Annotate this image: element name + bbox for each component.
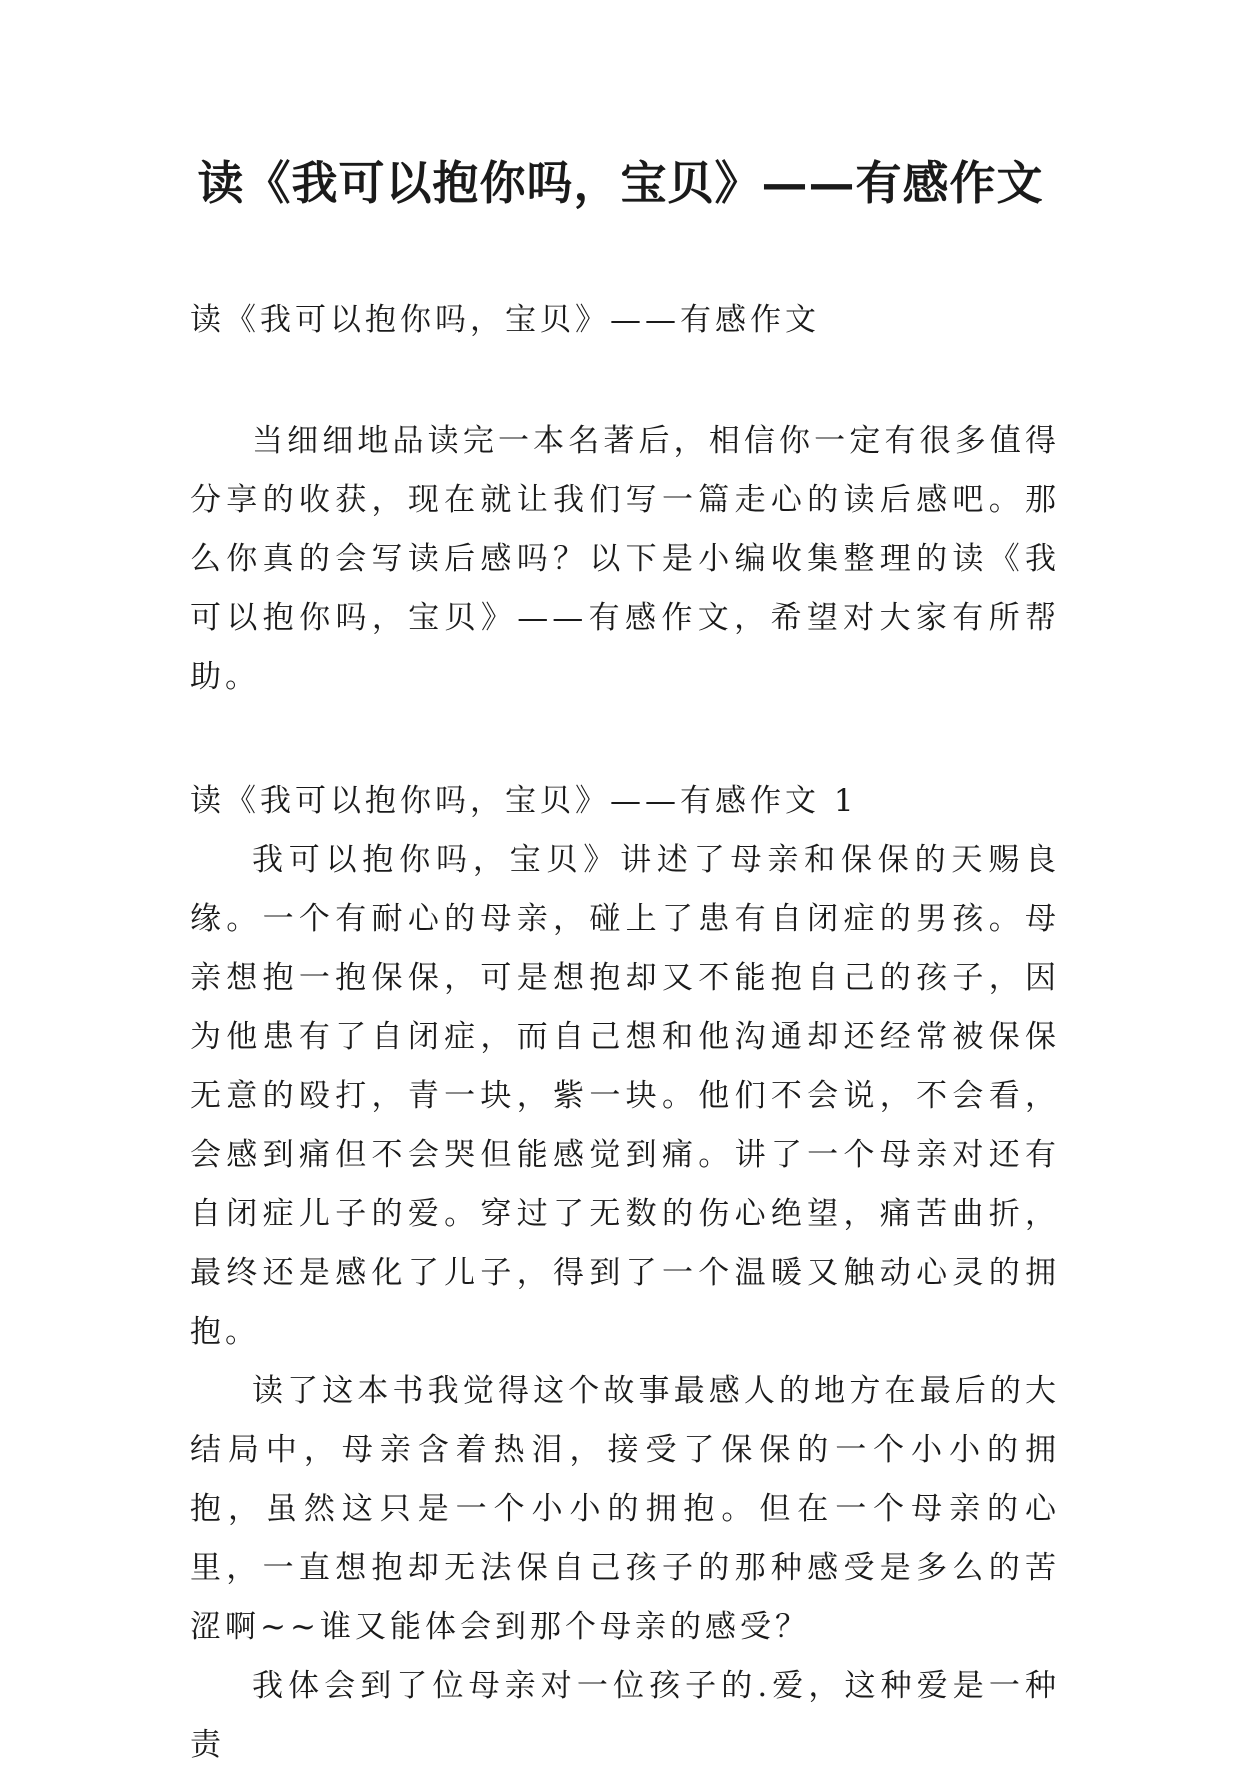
body-paragraph-1: 我可以抱你吗，宝贝》讲述了母亲和保保的天赐良缘。一个有耐心的母亲，碰上了患有自闭症的男孩。母亲想抱一抱保保，可是想抱却又不能抱自己的孩子，因为他患有了自闭症，而自己想和他沟通却还经常被保保无意的殴打，青一块，紫一块。他们不会说，不会看，会感到痛但不会哭但能感觉到痛。讲了一个母亲对还有自闭症儿子的爱。穿过了无数的伤心绝望，痛苦曲折，最终还是感化了儿子，得到了一个温暖又触动心灵的拥抱。 bbox=[190, 842, 1060, 1350]
spacer bbox=[190, 350, 1060, 412]
intro-paragraph: 当细细地品读完一本名著后，相信你一定有很多值得分享的收获，现在就让我们写一篇走心的读后感吧。那么你真的会写读后感吗？以下是小编收集整理的读《我可以抱你吗，宝贝》——有感作文，希望对大家有所帮助。 bbox=[190, 423, 1060, 695]
document-subtitle: 读《我可以抱你吗，宝贝》——有感作文 bbox=[190, 302, 820, 338]
spacer bbox=[190, 707, 1060, 771]
document-title: 读《我可以抱你吗，宝贝》——有感作文 bbox=[197, 156, 1044, 210]
document-body bbox=[190, 290, 1060, 1775]
section-heading: 读《我可以抱你吗，宝贝》——有感作文 1 bbox=[190, 783, 858, 819]
body-paragraph-2: 读了这本书我觉得这个故事最感人的地方在最后的大结局中，母亲含着热泪，接受了保保的一个小小的拥抱，虽然这只是一个小小的拥抱。但在一个母亲的心里，一直想抱却无法保自己孩子的那种感受是多么的苦涩啊~~谁又能体会到那个母亲的感受？ bbox=[190, 1373, 1060, 1645]
body-paragraph-3: 我体会到了位母亲对一位孩子的.爱，这种爱是一种责 bbox=[190, 1668, 1060, 1763]
